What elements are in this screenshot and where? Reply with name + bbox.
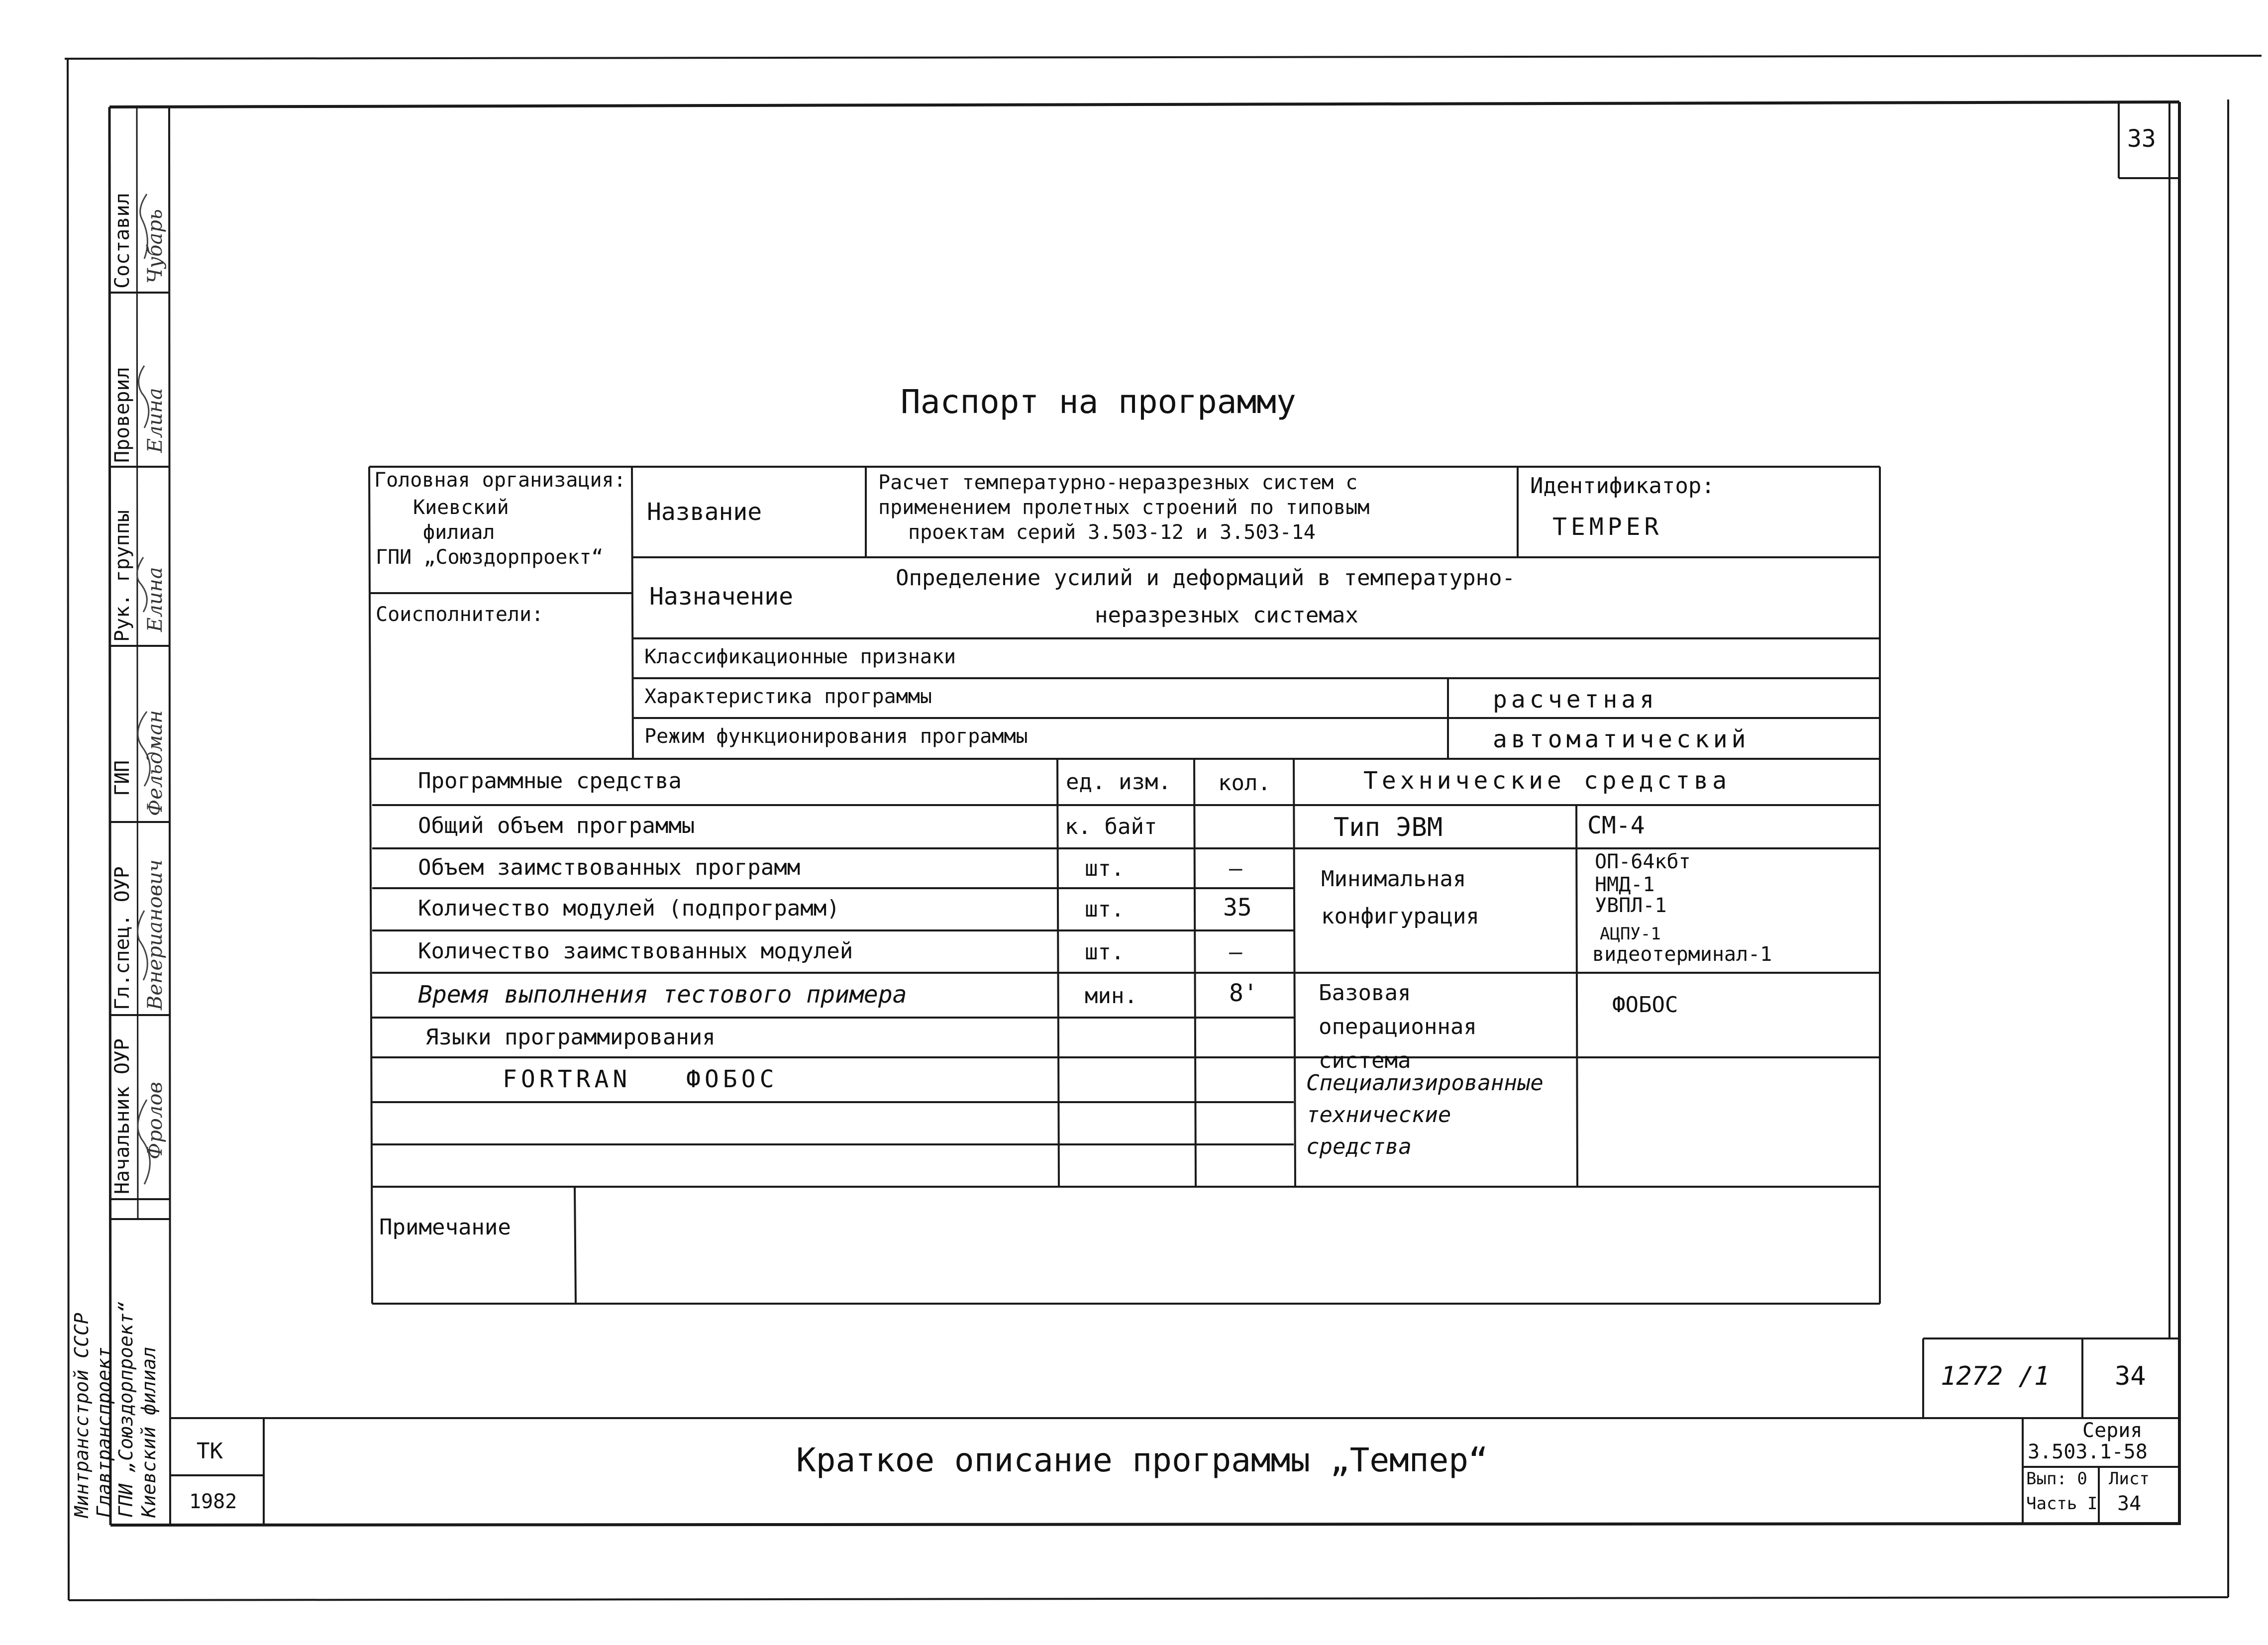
characteristic-label: Характеристика программы: [644, 685, 932, 708]
doc-sheet: 34: [2115, 1361, 2146, 1391]
software-row-2-qty: 35: [1223, 894, 1252, 922]
purpose-line-0: Определение усилий и деформаций в температурно-: [896, 565, 1516, 591]
coexecutors-label: Соисполнители:: [376, 603, 544, 626]
series-label: Серия: [2082, 1419, 2143, 1442]
stamp-name-3: Фельдман: [144, 710, 167, 816]
name-line-0: Расчет температурно-неразрезных систем с: [878, 471, 1358, 494]
name-label: Название: [647, 498, 762, 526]
series-value: 3.503.1-58: [2028, 1440, 2148, 1463]
sheet-label: Лист: [2109, 1469, 2150, 1489]
base-os-value: ФОБОС: [1612, 992, 1678, 1018]
identifier-label: Идентификатор:: [1530, 473, 1715, 499]
year: 1982: [189, 1490, 237, 1513]
part: Часть I: [2026, 1494, 2098, 1514]
page-number: 33: [2127, 125, 2156, 153]
organization-line-0: Киевский: [413, 496, 509, 519]
org-line-1: Главтранспроект: [93, 1346, 115, 1518]
min-config-value-3: АЦПУ-1: [1600, 924, 1661, 944]
stamp-role-4: Гл.спец. ОУР: [111, 866, 134, 1010]
purpose-label: Назначение: [649, 583, 793, 611]
software-row-3-unit: шт.: [1085, 939, 1125, 965]
issue: Вып: 0: [2026, 1469, 2087, 1489]
sheet-caption: Краткое описание программы „Темпер“: [796, 1441, 1488, 1479]
software-header-unit: ед. изм.: [1066, 769, 1171, 795]
software-row-4-unit: мин.: [1085, 983, 1137, 1009]
min-config-label: Минимальная конфигурация: [1321, 866, 1479, 929]
software-row-4-qty: 8': [1229, 979, 1258, 1007]
doc-code: 1272 /1: [1941, 1361, 2050, 1391]
note-label: Примечание: [379, 1215, 511, 1240]
computer-type-value: СМ-4: [1587, 812, 1645, 839]
languages-value: FORTRAN ФОБОС: [503, 1065, 778, 1093]
page-title: Паспорт на программу: [901, 383, 1296, 421]
software-row-4-name: Время выполнения тестового примера: [418, 981, 907, 1009]
languages-label: Языки программирования: [425, 1025, 716, 1050]
mode-value: автоматический: [1493, 725, 1750, 753]
software-row-0-name: Общий объем программы: [418, 813, 695, 838]
hardware-header: Технические средства: [1363, 767, 1731, 795]
identifier-value: TEMPER: [1552, 513, 1663, 541]
software-header-name: Программные средства: [418, 768, 682, 794]
name-line-1: применением пролетных строений по типовым: [878, 496, 1370, 519]
stamp-role-0: Составил: [111, 193, 134, 289]
software-row-1-unit: шт.: [1085, 856, 1125, 881]
stamp-role-2: Рук. группы: [111, 510, 134, 642]
min-config-value-2: УВПЛ-1: [1595, 894, 1667, 917]
software-row-3-qty: —: [1229, 939, 1242, 965]
min-config-value-1: НМД-1: [1595, 873, 1655, 896]
software-row-3-name: Количество заимствованных модулей: [418, 938, 853, 964]
organization-line-2: ГПИ „Союздорпроект“: [376, 546, 604, 569]
stamp-name-2: Елина: [144, 567, 167, 632]
computer-type-label: Тип ЭВМ: [1334, 813, 1443, 842]
organization-line-1: филиал: [423, 521, 495, 544]
classification-label: Классификационные признаки: [644, 645, 956, 668]
stamp-name-4: Венерианович: [144, 859, 167, 1010]
stamp-role-5: Начальник ОУР: [111, 1038, 134, 1194]
software-row-2-name: Количество модулей (подпрограмм): [418, 896, 840, 921]
software-header-qty: кол.: [1218, 770, 1271, 796]
stamp-role-3: ГИП: [111, 760, 134, 796]
organization-label: Головная организация:: [374, 469, 626, 492]
purpose-line-1: неразрезных системах: [1095, 603, 1358, 628]
sheet-value: 34: [2117, 1492, 2142, 1515]
stamp-name-0: Чубарь: [144, 209, 167, 284]
software-row-2-unit: шт.: [1085, 897, 1125, 922]
software-row-0-unit: к. байт: [1065, 814, 1157, 839]
org-line-0: Минтрансстрой СССР: [71, 1313, 93, 1518]
org-line-3: Киевский филиал: [138, 1346, 160, 1518]
min-config-value-0: ОП-64кбт: [1595, 850, 1691, 873]
mode-label: Режим функционирования программы: [644, 725, 1028, 748]
stamp-role-1: Проверил: [111, 367, 134, 463]
stamp-name-5: Фролов: [144, 1082, 167, 1159]
org-line-2: ГПИ „Союздорпроект“: [115, 1301, 137, 1518]
stamp-name-1: Елина: [144, 388, 167, 453]
base-os-label: Базовая операционная система: [1319, 980, 1477, 1074]
software-row-1-name: Объем заимствованных программ: [418, 855, 801, 880]
special-hardware-label: Специализированные технические средства: [1306, 1070, 1544, 1159]
characteristic-value: расчетная: [1493, 686, 1658, 714]
software-row-1-qty: —: [1229, 856, 1242, 881]
tk-label: ТК: [197, 1439, 223, 1464]
min-config-value-4: видеотерминал-1: [1592, 943, 1772, 966]
name-line-2: проектам серий 3.503-12 и 3.503-14: [908, 521, 1316, 544]
